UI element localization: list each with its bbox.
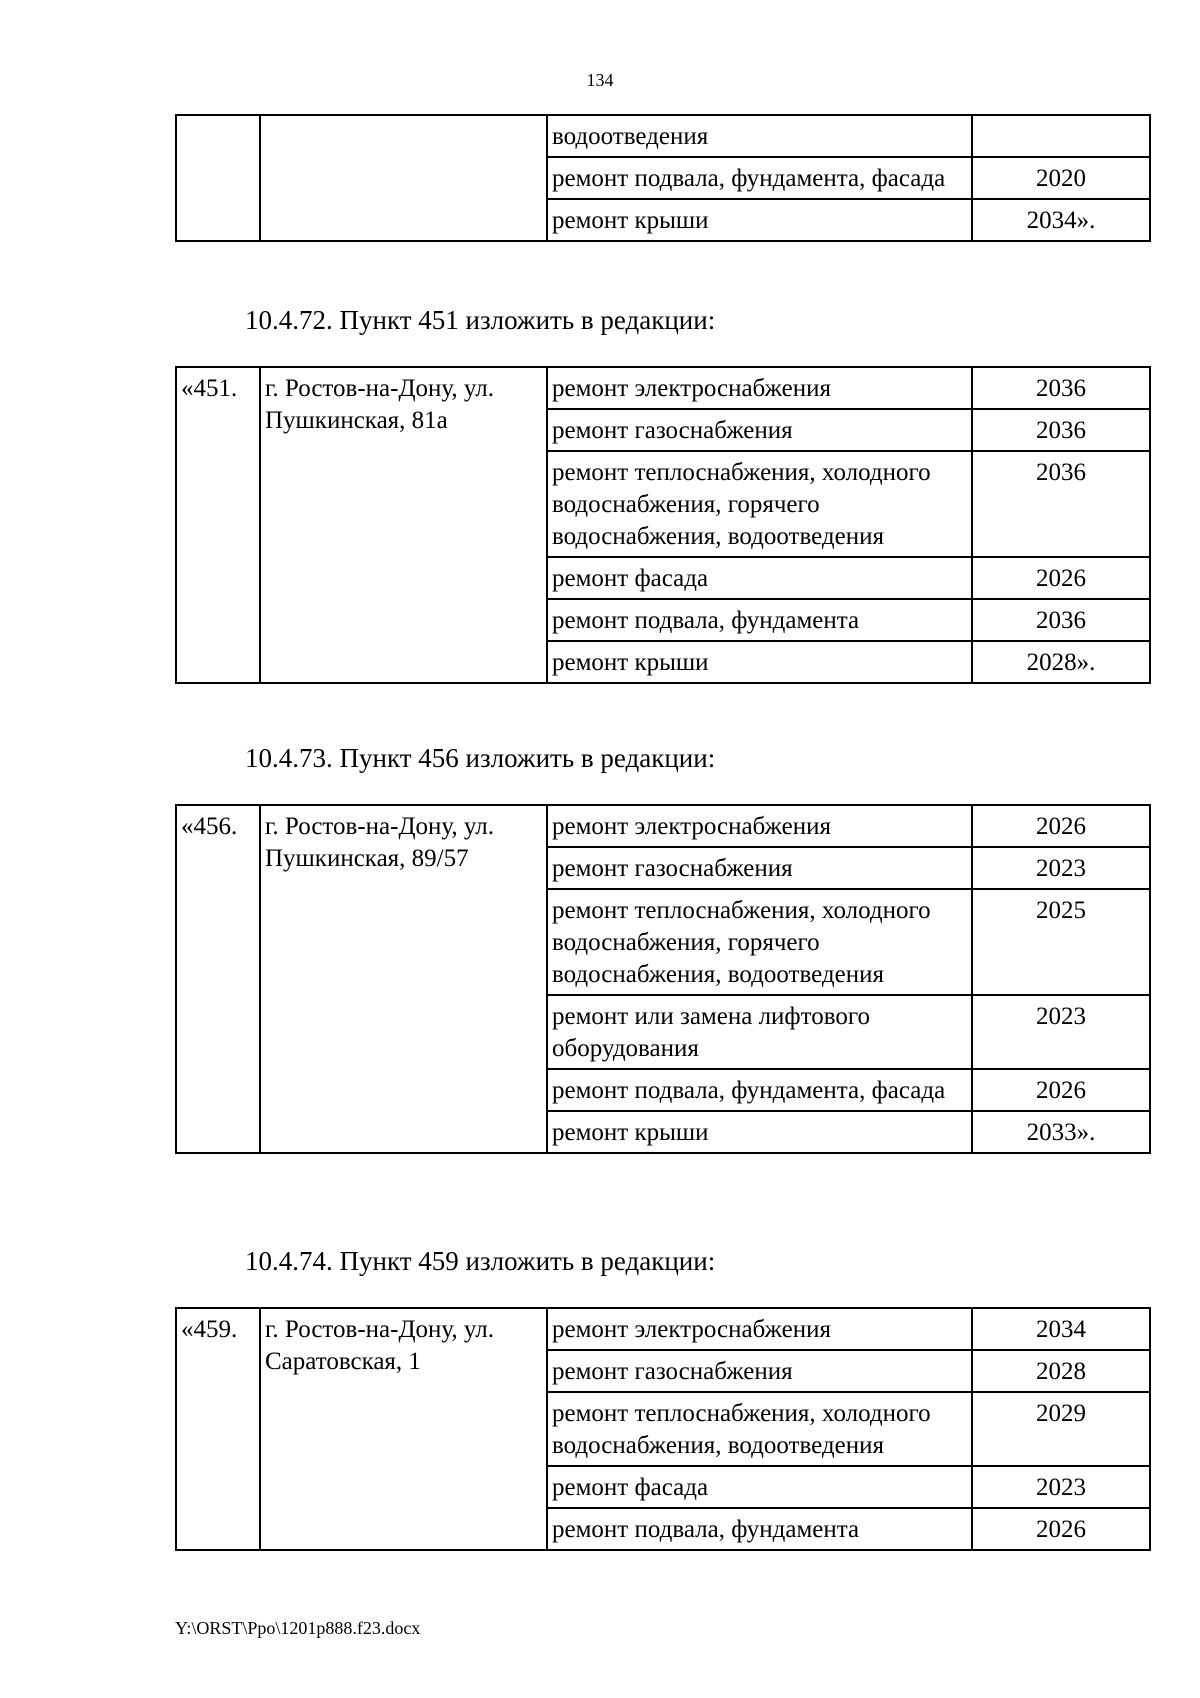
year-cell: 2029: [972, 1392, 1150, 1466]
work-cell: ремонт крыши: [547, 199, 972, 241]
continuation-table: [175, 114, 1151, 242]
section-heading-459: 10.4.74. Пункт 459 изложить в редакции:: [245, 1246, 716, 1276]
year-cell: 2036: [972, 599, 1150, 641]
year-cell: 2034: [972, 1308, 1150, 1350]
table-row: [176, 1308, 1150, 1350]
year-cell: 2023: [972, 847, 1150, 889]
address-cell: [260, 115, 547, 241]
work-cell: ремонт газоснабжения: [547, 1350, 972, 1392]
num-cell: [176, 115, 260, 241]
year-cell: 2034».: [972, 199, 1150, 241]
year-cell: 2036: [972, 409, 1150, 451]
work-cell: водоотведения: [547, 115, 972, 157]
table-row: [176, 805, 1150, 847]
year-cell: 2020: [972, 157, 1150, 199]
year-cell: 2036: [972, 367, 1150, 409]
year-cell: 2033».: [972, 1111, 1150, 1153]
year-cell: 2023: [972, 1466, 1150, 1508]
year-cell: 2028: [972, 1350, 1150, 1392]
work-cell: ремонт подвала, фундамента, фасада: [547, 157, 972, 199]
table-451: [175, 366, 1151, 684]
table-row: [176, 115, 1150, 157]
work-cell: ремонт газоснабжения: [547, 847, 972, 889]
work-cell: ремонт теплоснабжения, холодного водоснабжения, водоотведения: [547, 1392, 972, 1466]
table-459: [175, 1307, 1151, 1551]
work-cell: ремонт или замена лифтового оборудования: [547, 995, 972, 1069]
work-cell: ремонт электроснабжения: [547, 367, 972, 409]
work-cell: ремонт фасада: [547, 1466, 972, 1508]
work-cell: ремонт крыши: [547, 1111, 972, 1153]
address-cell: г. Ростов-на-Дону, ул. Пушкинская, 89/57: [260, 805, 547, 1153]
table-456: [175, 804, 1151, 1154]
num-cell: «456.: [176, 805, 260, 1153]
year-cell: 2025: [972, 889, 1150, 995]
address-cell: г. Ростов-на-Дону, ул. Пушкинская, 81а: [260, 367, 547, 683]
work-cell: ремонт электроснабжения: [547, 805, 972, 847]
year-cell: 2036: [972, 451, 1150, 557]
work-cell: ремонт электроснабжения: [547, 1308, 972, 1350]
section-heading-451: 10.4.72. Пункт 451 изложить в редакции:: [245, 305, 716, 335]
num-cell: «459.: [176, 1308, 260, 1550]
work-cell: ремонт газоснабжения: [547, 409, 972, 451]
work-cell: ремонт теплоснабжения, холодного водоснабжения, горячего водоснабжения, водоотведения: [547, 451, 972, 557]
address-cell: г. Ростов-на-Дону, ул. Саратовская, 1: [260, 1308, 547, 1550]
work-cell: ремонт фасада: [547, 557, 972, 599]
table-row: [176, 367, 1150, 409]
year-cell: 2026: [972, 805, 1150, 847]
work-cell: ремонт крыши: [547, 641, 972, 683]
year-cell: 2023: [972, 995, 1150, 1069]
page-number: 134: [586, 70, 614, 90]
work-cell: ремонт подвала, фундамента, фасада: [547, 1069, 972, 1111]
year-cell: 2028».: [972, 641, 1150, 683]
year-cell: 2026: [972, 1508, 1150, 1550]
work-cell: ремонт теплоснабжения, холодного водоснабжения, горячего водоснабжения, водоотведения: [547, 889, 972, 995]
section-heading-456: 10.4.73. Пункт 456 изложить в редакции:: [245, 743, 716, 773]
year-cell: 2026: [972, 557, 1150, 599]
year-cell: 2026: [972, 1069, 1150, 1111]
work-cell: ремонт подвала, фундамента: [547, 1508, 972, 1550]
num-cell: «451.: [176, 367, 260, 683]
year-cell: [972, 115, 1150, 157]
work-cell: ремонт подвала, фундамента: [547, 599, 972, 641]
file-path-footer: Y:\ORST\Ppo\1201p888.f23.docx: [175, 1618, 421, 1638]
